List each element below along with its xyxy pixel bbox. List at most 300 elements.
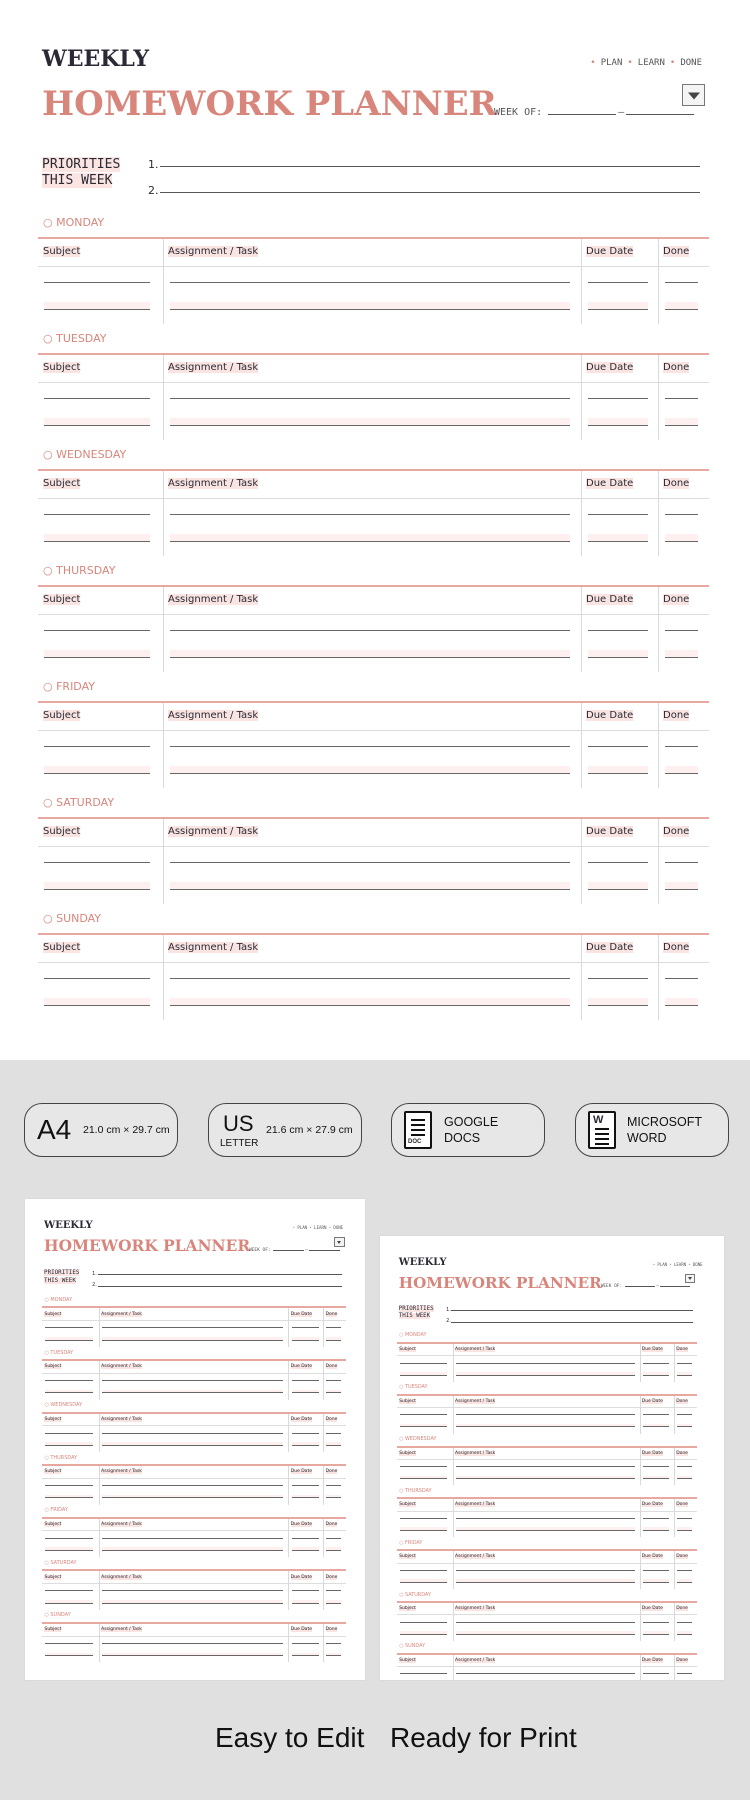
write-line[interactable] bbox=[665, 391, 698, 399]
write-line[interactable] bbox=[665, 275, 698, 283]
write-line[interactable] bbox=[44, 534, 150, 542]
write-line[interactable] bbox=[400, 1567, 447, 1571]
column-header-text: Subject bbox=[43, 710, 81, 721]
write-line[interactable] bbox=[102, 1653, 283, 1657]
column-header bbox=[168, 478, 258, 489]
write-line[interactable] bbox=[292, 1430, 319, 1434]
planner-title: HOMEWORK PLANNER bbox=[44, 1237, 251, 1256]
column-header bbox=[168, 246, 258, 257]
write-line[interactable] bbox=[170, 971, 570, 979]
column-header-text: Due Date bbox=[641, 1657, 663, 1663]
write-line[interactable] bbox=[677, 1372, 692, 1376]
write-line[interactable] bbox=[44, 623, 150, 631]
write-line[interactable] bbox=[677, 1567, 692, 1571]
write-line[interactable] bbox=[326, 1337, 341, 1341]
day-table-0 bbox=[38, 237, 709, 322]
week-of-label: WEEK OF: bbox=[600, 1284, 623, 1290]
write-line[interactable] bbox=[170, 507, 570, 515]
priority-number: 2. bbox=[148, 184, 159, 197]
day-label-2: ○ WEDNESDAY bbox=[43, 448, 127, 461]
write-line[interactable] bbox=[456, 1515, 635, 1519]
day-label-1: ○ TUESDAY bbox=[44, 1349, 74, 1356]
write-line[interactable] bbox=[292, 1653, 319, 1657]
write-line[interactable] bbox=[45, 1547, 93, 1551]
write-line[interactable] bbox=[643, 1671, 670, 1675]
write-line[interactable] bbox=[102, 1325, 283, 1329]
column-header bbox=[399, 1451, 416, 1456]
column-divider bbox=[323, 1571, 324, 1610]
column-divider bbox=[658, 819, 659, 904]
write-line[interactable] bbox=[456, 1372, 635, 1376]
day-table-0 bbox=[397, 1342, 697, 1380]
priority-blank[interactable] bbox=[160, 192, 700, 193]
column-header bbox=[663, 362, 689, 373]
write-line[interactable] bbox=[643, 1424, 670, 1428]
us-letter-format-badge bbox=[208, 1103, 362, 1157]
write-line[interactable] bbox=[588, 971, 648, 979]
column-header bbox=[168, 826, 258, 837]
write-line[interactable] bbox=[326, 1377, 341, 1381]
write-line[interactable] bbox=[643, 1527, 670, 1531]
column-header bbox=[326, 1575, 338, 1580]
column-divider bbox=[323, 1361, 324, 1400]
write-line[interactable] bbox=[170, 650, 570, 658]
write-line[interactable] bbox=[292, 1535, 319, 1539]
week-start-blank[interactable] bbox=[273, 1247, 304, 1251]
column-header-text: Due Date bbox=[290, 1416, 312, 1422]
column-divider bbox=[163, 471, 164, 556]
write-line[interactable] bbox=[44, 418, 150, 426]
write-line[interactable] bbox=[456, 1527, 635, 1531]
write-line[interactable] bbox=[44, 855, 150, 863]
write-line[interactable] bbox=[170, 418, 570, 426]
priority-number: 1. bbox=[148, 158, 159, 171]
write-line[interactable] bbox=[102, 1390, 283, 1394]
column-header bbox=[676, 1451, 688, 1456]
write-line[interactable] bbox=[643, 1579, 670, 1583]
column-header bbox=[586, 362, 633, 373]
column-header bbox=[642, 1554, 663, 1559]
write-line[interactable] bbox=[665, 971, 698, 979]
column-header-text: Done bbox=[676, 1398, 688, 1404]
week-of-label: WEEK OF: bbox=[494, 107, 543, 118]
write-line[interactable] bbox=[292, 1495, 319, 1499]
write-line[interactable] bbox=[400, 1476, 447, 1480]
priority-blank[interactable] bbox=[98, 1274, 343, 1275]
write-line[interactable] bbox=[292, 1588, 319, 1592]
tagline-word: LEARN bbox=[673, 1261, 687, 1267]
write-line[interactable] bbox=[643, 1360, 670, 1364]
write-line[interactable] bbox=[44, 766, 150, 774]
priority-blank[interactable] bbox=[98, 1286, 343, 1287]
column-header bbox=[586, 246, 633, 257]
column-header bbox=[642, 1451, 663, 1456]
write-line[interactable] bbox=[588, 882, 648, 890]
write-line[interactable] bbox=[400, 1464, 447, 1468]
day-table-2 bbox=[397, 1446, 697, 1484]
priority-blank[interactable] bbox=[451, 1310, 692, 1311]
column-header-text: Due Date bbox=[586, 710, 634, 721]
day-table-6 bbox=[42, 1622, 346, 1661]
priority-number: 1. bbox=[446, 1306, 451, 1313]
day-table-3 bbox=[397, 1497, 697, 1535]
tagline-word: LEARN bbox=[637, 58, 665, 68]
write-line[interactable] bbox=[45, 1377, 93, 1381]
write-line[interactable] bbox=[677, 1476, 692, 1480]
write-line[interactable] bbox=[170, 275, 570, 283]
write-line[interactable] bbox=[45, 1483, 93, 1487]
write-line[interactable] bbox=[400, 1527, 447, 1531]
day-table-6 bbox=[397, 1653, 697, 1680]
word-document-icon bbox=[588, 1111, 616, 1149]
write-line[interactable] bbox=[102, 1640, 283, 1644]
write-line[interactable] bbox=[44, 739, 150, 747]
day-table-1 bbox=[38, 353, 709, 438]
week-dropdown[interactable] bbox=[685, 1274, 695, 1284]
write-line[interactable] bbox=[326, 1483, 341, 1487]
write-line[interactable] bbox=[292, 1640, 319, 1644]
write-line[interactable] bbox=[170, 998, 570, 1006]
column-header-text: Due Date bbox=[586, 246, 634, 257]
tagline-word: PLAN bbox=[297, 1225, 308, 1231]
column-header bbox=[44, 1627, 61, 1632]
priority-line-2 bbox=[148, 184, 700, 200]
write-line[interactable] bbox=[665, 507, 698, 515]
write-line[interactable] bbox=[44, 275, 150, 283]
write-line[interactable] bbox=[326, 1547, 341, 1551]
week-dropdown[interactable] bbox=[334, 1237, 344, 1247]
write-line[interactable] bbox=[292, 1337, 319, 1341]
write-line[interactable] bbox=[292, 1547, 319, 1551]
write-line[interactable] bbox=[677, 1424, 692, 1428]
priorities-label-text: PRIORITIES THIS WEEK bbox=[42, 157, 121, 189]
write-line[interactable] bbox=[643, 1372, 670, 1376]
column-divider bbox=[288, 1308, 289, 1347]
tagline-dot: • bbox=[590, 58, 596, 68]
column-header-text: Done bbox=[663, 710, 690, 721]
write-line[interactable] bbox=[665, 650, 698, 658]
column-divider bbox=[288, 1624, 289, 1663]
column-header bbox=[44, 1522, 61, 1527]
write-line[interactable] bbox=[677, 1515, 692, 1519]
write-line[interactable] bbox=[665, 882, 698, 890]
write-line[interactable] bbox=[102, 1600, 283, 1604]
week-end-blank[interactable] bbox=[626, 106, 694, 115]
write-line[interactable] bbox=[44, 507, 150, 515]
write-line[interactable] bbox=[456, 1567, 635, 1571]
write-line[interactable] bbox=[170, 882, 570, 890]
write-line[interactable] bbox=[588, 623, 648, 631]
column-header bbox=[291, 1469, 312, 1474]
column-header bbox=[642, 1502, 663, 1507]
write-line[interactable] bbox=[400, 1671, 447, 1675]
column-header-text: Assignment / Task bbox=[101, 1521, 142, 1527]
write-line[interactable] bbox=[588, 507, 648, 515]
column-divider bbox=[99, 1466, 100, 1505]
write-line[interactable] bbox=[170, 766, 570, 774]
write-line[interactable] bbox=[45, 1337, 93, 1341]
write-line[interactable] bbox=[326, 1430, 341, 1434]
write-line[interactable] bbox=[400, 1619, 447, 1623]
write-line[interactable] bbox=[456, 1579, 635, 1583]
column-header-text: Due Date bbox=[290, 1627, 312, 1633]
write-line[interactable] bbox=[588, 739, 648, 747]
write-line[interactable] bbox=[400, 1515, 447, 1519]
write-line[interactable] bbox=[677, 1619, 692, 1623]
column-header-text: Due Date bbox=[641, 1606, 663, 1612]
write-line[interactable] bbox=[665, 623, 698, 631]
week-end-blank[interactable] bbox=[660, 1283, 690, 1287]
write-line[interactable] bbox=[677, 1527, 692, 1531]
column-header bbox=[44, 1575, 61, 1580]
write-line[interactable] bbox=[326, 1325, 341, 1329]
write-line[interactable] bbox=[677, 1412, 692, 1416]
write-line[interactable] bbox=[102, 1430, 283, 1434]
write-line[interactable] bbox=[456, 1424, 635, 1428]
write-line[interactable] bbox=[45, 1442, 93, 1446]
column-header-text: Due Date bbox=[290, 1311, 312, 1317]
write-line[interactable] bbox=[326, 1535, 341, 1539]
week-start-blank[interactable] bbox=[548, 106, 616, 115]
column-header bbox=[586, 710, 633, 721]
column-header-text: Subject bbox=[399, 1398, 416, 1404]
column-header-text: Due Date bbox=[641, 1554, 663, 1560]
write-line[interactable] bbox=[677, 1579, 692, 1583]
document-icon bbox=[404, 1111, 432, 1149]
column-divider bbox=[288, 1414, 289, 1453]
write-line[interactable] bbox=[588, 855, 648, 863]
day-table-5 bbox=[397, 1601, 697, 1639]
write-line[interactable] bbox=[677, 1631, 692, 1635]
write-line[interactable] bbox=[102, 1483, 283, 1487]
planner-tagline bbox=[651, 1262, 703, 1267]
column-header-text: Subject bbox=[44, 1521, 62, 1527]
write-line[interactable] bbox=[400, 1424, 447, 1428]
write-line[interactable] bbox=[45, 1430, 93, 1434]
column-header bbox=[43, 594, 80, 605]
doc-icon-caption: DOC bbox=[408, 1139, 422, 1145]
priority-line-1 bbox=[148, 158, 700, 174]
write-line[interactable] bbox=[44, 998, 150, 1006]
write-line[interactable] bbox=[102, 1495, 283, 1499]
write-line[interactable] bbox=[456, 1631, 635, 1635]
write-line[interactable] bbox=[45, 1640, 93, 1644]
write-line[interactable] bbox=[170, 623, 570, 631]
write-line[interactable] bbox=[643, 1464, 670, 1468]
write-line[interactable] bbox=[44, 882, 150, 890]
write-line[interactable] bbox=[456, 1360, 635, 1364]
write-line[interactable] bbox=[45, 1535, 93, 1539]
write-line[interactable] bbox=[588, 650, 648, 658]
week-dropdown[interactable] bbox=[682, 84, 705, 106]
priority-blank[interactable] bbox=[451, 1322, 692, 1323]
write-line[interactable] bbox=[44, 391, 150, 399]
write-line[interactable] bbox=[456, 1671, 635, 1675]
column-divider bbox=[658, 239, 659, 324]
column-header bbox=[676, 1606, 688, 1611]
column-header-text: Assignment / Task bbox=[455, 1554, 496, 1560]
column-header bbox=[101, 1522, 142, 1527]
write-line[interactable] bbox=[400, 1631, 447, 1635]
write-line[interactable] bbox=[677, 1464, 692, 1468]
write-line[interactable] bbox=[45, 1653, 93, 1657]
write-line[interactable] bbox=[400, 1360, 447, 1364]
write-line[interactable] bbox=[292, 1377, 319, 1381]
write-line[interactable] bbox=[588, 534, 648, 542]
google-docs-badge bbox=[391, 1103, 545, 1157]
write-line[interactable] bbox=[102, 1377, 283, 1381]
write-line[interactable] bbox=[326, 1600, 341, 1604]
write-line[interactable] bbox=[102, 1588, 283, 1592]
planner-weekly-heading: WEEKLY bbox=[398, 1256, 447, 1268]
write-line[interactable] bbox=[643, 1567, 670, 1571]
us-dimensions: 21.6 cm × 27.9 cm bbox=[266, 1124, 353, 1136]
write-line[interactable] bbox=[45, 1588, 93, 1592]
column-header bbox=[101, 1417, 142, 1422]
write-line[interactable] bbox=[588, 391, 648, 399]
write-line[interactable] bbox=[45, 1600, 93, 1604]
week-start-blank[interactable] bbox=[625, 1283, 655, 1287]
write-line[interactable] bbox=[102, 1337, 283, 1341]
column-divider bbox=[674, 1551, 675, 1589]
column-header-text: Assignment / Task bbox=[168, 246, 259, 257]
write-line[interactable] bbox=[326, 1588, 341, 1592]
write-line[interactable] bbox=[456, 1412, 635, 1416]
write-line[interactable] bbox=[292, 1325, 319, 1329]
day-table-3 bbox=[42, 1464, 346, 1503]
tagline-dot: • bbox=[669, 1261, 672, 1267]
write-line[interactable] bbox=[665, 998, 698, 1006]
column-header-text: Assignment / Task bbox=[455, 1657, 496, 1663]
day-table-2 bbox=[38, 469, 709, 554]
day-table-1 bbox=[42, 1359, 346, 1398]
write-line[interactable] bbox=[400, 1579, 447, 1583]
column-divider bbox=[658, 703, 659, 788]
write-line[interactable] bbox=[643, 1631, 670, 1635]
priority-blank[interactable] bbox=[160, 166, 700, 167]
write-line[interactable] bbox=[292, 1600, 319, 1604]
day-table-5 bbox=[38, 817, 709, 902]
microsoft-word-line1: MICROSOFT bbox=[627, 1115, 702, 1129]
write-line[interactable] bbox=[400, 1412, 447, 1416]
column-header-text: Assignment / Task bbox=[168, 478, 259, 489]
write-line[interactable] bbox=[45, 1325, 93, 1329]
write-line[interactable] bbox=[102, 1442, 283, 1446]
write-line[interactable] bbox=[102, 1547, 283, 1551]
write-line[interactable] bbox=[45, 1390, 93, 1394]
column-header-text: Due Date bbox=[641, 1450, 663, 1456]
write-line[interactable] bbox=[102, 1535, 283, 1539]
write-line[interactable] bbox=[665, 302, 698, 310]
column-header-text: Done bbox=[663, 246, 690, 257]
column-header bbox=[455, 1502, 495, 1507]
column-divider bbox=[581, 471, 582, 556]
write-line[interactable] bbox=[170, 739, 570, 747]
word-icon-letter: W bbox=[593, 1114, 604, 1126]
planner-weekly-heading: WEEKLY bbox=[42, 46, 150, 72]
column-header-text: Subject bbox=[43, 478, 81, 489]
write-line[interactable] bbox=[588, 302, 648, 310]
day-label-1: ○ TUESDAY bbox=[399, 1384, 428, 1391]
write-line[interactable] bbox=[643, 1619, 670, 1623]
day-table-6 bbox=[38, 933, 709, 1018]
column-header bbox=[44, 1417, 61, 1422]
planner-tagline bbox=[585, 58, 702, 68]
write-line[interactable] bbox=[665, 766, 698, 774]
write-line[interactable] bbox=[170, 391, 570, 399]
column-header-text: Done bbox=[676, 1554, 688, 1560]
write-line[interactable] bbox=[677, 1671, 692, 1675]
write-line[interactable] bbox=[44, 650, 150, 658]
column-header bbox=[101, 1469, 142, 1474]
column-divider bbox=[581, 935, 582, 1020]
column-header-text: Subject bbox=[44, 1627, 62, 1633]
column-divider bbox=[581, 587, 582, 672]
column-header bbox=[663, 942, 689, 953]
day-table-1 bbox=[397, 1394, 697, 1432]
column-divider bbox=[674, 1499, 675, 1537]
write-line[interactable] bbox=[665, 534, 698, 542]
column-header-text: Subject bbox=[399, 1606, 416, 1612]
column-header bbox=[455, 1399, 495, 1404]
write-line[interactable] bbox=[456, 1464, 635, 1468]
column-divider bbox=[581, 239, 582, 324]
write-line[interactable] bbox=[643, 1515, 670, 1519]
column-header-text: Due Date bbox=[290, 1469, 312, 1475]
week-end-blank[interactable] bbox=[309, 1247, 340, 1251]
write-line[interactable] bbox=[44, 971, 150, 979]
write-line[interactable] bbox=[170, 855, 570, 863]
write-line[interactable] bbox=[326, 1640, 341, 1644]
week-separator: – bbox=[305, 1248, 308, 1254]
write-line[interactable] bbox=[326, 1390, 341, 1394]
day-table-4 bbox=[397, 1549, 697, 1587]
write-line[interactable] bbox=[292, 1483, 319, 1487]
write-line[interactable] bbox=[456, 1476, 635, 1480]
column-header-text: Subject bbox=[44, 1364, 62, 1370]
day-table-4 bbox=[38, 701, 709, 786]
write-line[interactable] bbox=[665, 739, 698, 747]
write-line[interactable] bbox=[456, 1619, 635, 1623]
write-line[interactable] bbox=[665, 855, 698, 863]
write-line[interactable] bbox=[170, 302, 570, 310]
write-line[interactable] bbox=[326, 1495, 341, 1499]
write-line[interactable] bbox=[588, 275, 648, 283]
write-line[interactable] bbox=[643, 1476, 670, 1480]
write-line[interactable] bbox=[588, 998, 648, 1006]
day-label-6: ○ SUNDAY bbox=[399, 1643, 426, 1650]
write-line[interactable] bbox=[292, 1442, 319, 1446]
write-line[interactable] bbox=[588, 766, 648, 774]
write-line[interactable] bbox=[292, 1390, 319, 1394]
write-line[interactable] bbox=[45, 1495, 93, 1499]
priorities-label bbox=[44, 1270, 79, 1285]
write-line[interactable] bbox=[170, 534, 570, 542]
write-line[interactable] bbox=[588, 418, 648, 426]
column-header bbox=[43, 710, 80, 721]
write-line[interactable] bbox=[326, 1653, 341, 1657]
write-line[interactable] bbox=[44, 302, 150, 310]
write-line[interactable] bbox=[400, 1372, 447, 1376]
tagline-word: DONE bbox=[680, 58, 702, 68]
day-label-5: ○ SATURDAY bbox=[44, 1559, 77, 1566]
write-line[interactable] bbox=[665, 418, 698, 426]
write-line[interactable] bbox=[326, 1442, 341, 1446]
write-line[interactable] bbox=[677, 1360, 692, 1364]
column-header bbox=[43, 478, 80, 489]
column-header-text: Assignment / Task bbox=[101, 1574, 142, 1580]
write-line[interactable] bbox=[643, 1412, 670, 1416]
